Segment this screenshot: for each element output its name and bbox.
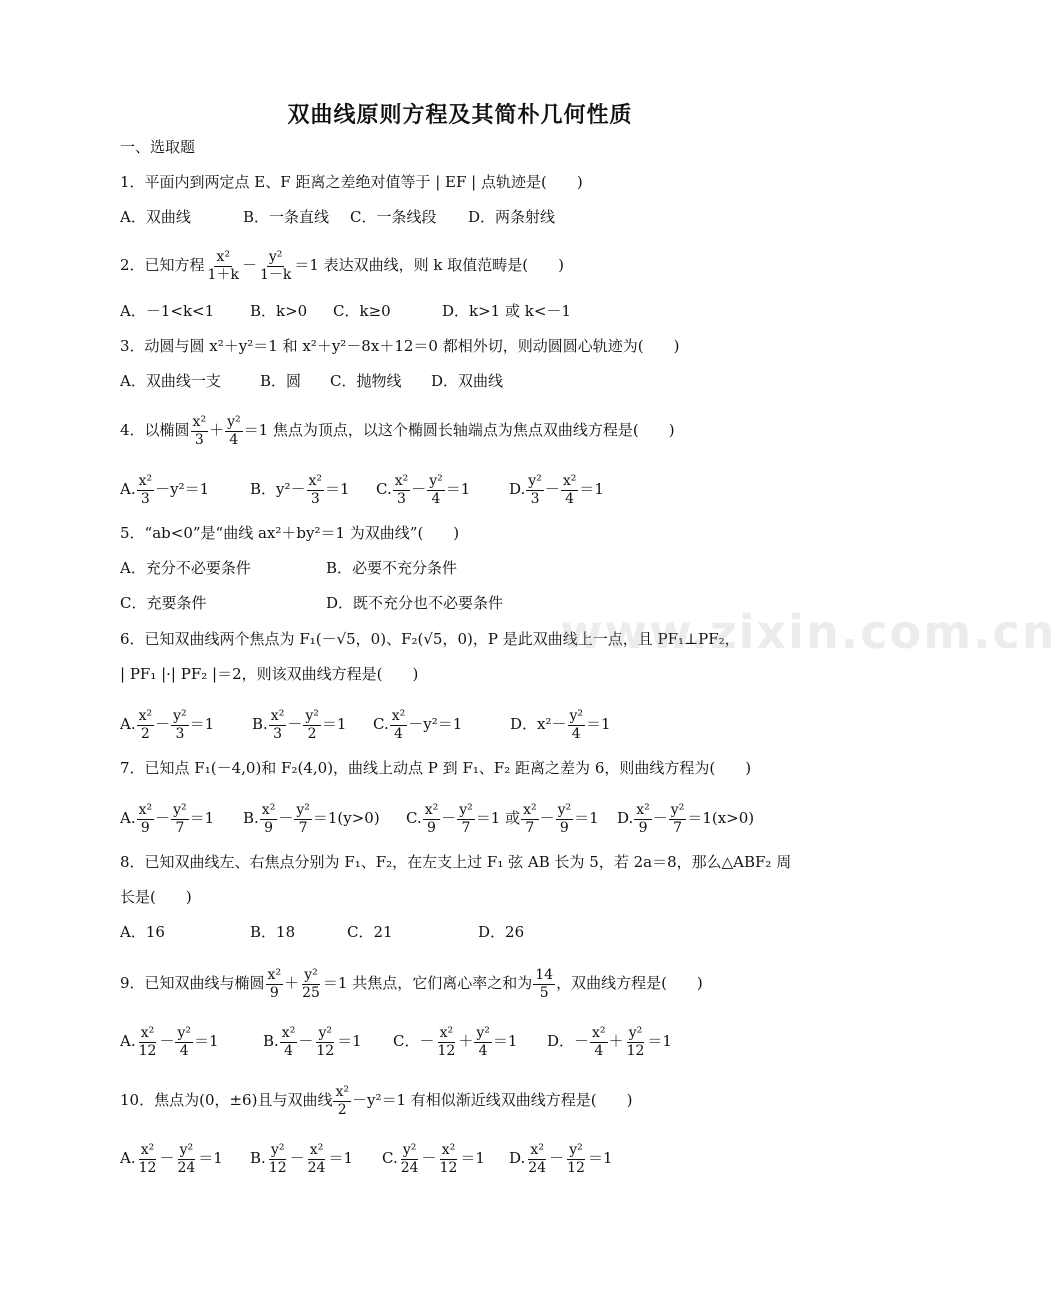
q9-f3-den: 5 <box>539 984 549 1001</box>
q5-option-b: B．必要不充分条件 <box>326 559 458 577</box>
q6-c-den: 4 <box>394 725 403 742</box>
q10-b-d2: 24 <box>307 1159 326 1176</box>
q7-c-n3: x² <box>523 802 537 818</box>
q6-c-label: C. <box>373 715 389 734</box>
q7-c-d2: 7 <box>461 819 471 836</box>
q7-c-mid3: － <box>539 809 555 828</box>
q7-b-fraction-2 <box>294 803 312 835</box>
q4-c-n2: y² <box>429 473 443 489</box>
q4-d-n2: x² <box>562 473 577 489</box>
q10-a-d1: 12 <box>138 1159 157 1176</box>
q10-b-fraction-2 <box>306 1143 328 1175</box>
q6-c-num: x² <box>391 708 406 724</box>
q6-d-rest: ＝1 <box>586 715 611 734</box>
q9-option-a <box>120 1026 219 1058</box>
q6-b-n1: x² <box>270 708 285 724</box>
q7-b-rest: ＝1(y>0) <box>312 809 380 828</box>
q5-option-a: A．充分不必要条件 <box>120 559 251 577</box>
q7-c-fraction-1 <box>423 803 441 835</box>
q7-d-n1: x² <box>636 802 650 818</box>
q7-c-d3: 7 <box>525 819 535 836</box>
q9-option-c <box>393 1026 517 1058</box>
q10-c-d2: 12 <box>439 1159 458 1176</box>
q6-b-rest: ＝1 <box>321 715 347 734</box>
question-7-stem: 7．已知点 F₁(－4,0)和 F₂(4,0)，曲线上动点 P 到 F₁、F₂ 距离之差为 6，则曲线方程为( ) <box>120 759 752 777</box>
q9-a-fraction-2 <box>175 1026 193 1058</box>
q6-a-d1: 2 <box>140 725 150 742</box>
q7-b-d2: 7 <box>298 819 308 836</box>
q7-c-mid: － <box>441 809 457 828</box>
q6-a-n1: x² <box>138 708 153 724</box>
q5-option-d: D．既不充分也不必要条件 <box>326 594 504 612</box>
q2-f1-num: x² <box>216 249 230 265</box>
q10-option-a <box>120 1143 223 1175</box>
q4-plus: ＋ <box>209 421 225 440</box>
q4-f1-den: 3 <box>194 431 204 448</box>
q6-a-d2: 3 <box>175 725 185 742</box>
q9-a-mid: － <box>159 1032 175 1051</box>
q3-option-d: D．双曲线 <box>431 372 504 390</box>
q9-fraction-3 <box>533 968 555 1000</box>
q10-a-fraction-1 <box>137 1143 159 1175</box>
q4-b-fraction <box>307 474 325 506</box>
q10-a-mid: － <box>159 1149 175 1168</box>
q7-a-fraction-2 <box>171 803 189 835</box>
q9-d-fraction-1 <box>590 1026 608 1058</box>
q4-c-rest: ＝1 <box>445 480 471 499</box>
q9-c-d2: 4 <box>478 1042 488 1059</box>
q6-option-d <box>510 709 611 741</box>
q7-a-mid: － <box>155 809 171 828</box>
q7-b-fraction-1 <box>260 803 278 835</box>
question-9-stem <box>120 968 703 1000</box>
q10-d-label: D. <box>509 1149 526 1168</box>
q10-c-label: C. <box>382 1149 398 1168</box>
q7-d-d2: 7 <box>673 819 683 836</box>
q7-a-d1: 9 <box>140 819 150 836</box>
q9-d-label: D．－ <box>547 1032 590 1051</box>
q10-a-d2: 24 <box>177 1159 196 1176</box>
q4-d-d1: 3 <box>530 490 540 507</box>
q7-d-fraction-1 <box>634 803 652 835</box>
q4-b-den: 3 <box>310 490 320 507</box>
q4-option-a <box>120 474 209 506</box>
q9-a-n2: y² <box>177 1025 191 1041</box>
q9-b-d2: 12 <box>316 1042 335 1059</box>
q4-fraction-2 <box>225 415 243 447</box>
q7-b-n2: y² <box>296 802 310 818</box>
q6-b-label: B. <box>252 715 268 734</box>
q1-option-c: C．一条线段 <box>350 208 437 226</box>
q6-b-fraction-1 <box>269 709 287 741</box>
q7-option-c <box>406 803 599 835</box>
q10-c-d1: 24 <box>400 1159 419 1176</box>
q4-option-c <box>376 474 470 506</box>
q10-fraction-1 <box>333 1085 351 1117</box>
q7-c-n4: y² <box>557 802 572 818</box>
q9-f1-num: x² <box>267 967 282 983</box>
q2-f1-den: 1＋k <box>207 266 239 283</box>
q7-d-mid: － <box>652 809 668 828</box>
q9-a-d2: 4 <box>179 1042 189 1059</box>
q2-option-d: D．k>1 或 k<－1 <box>442 302 571 320</box>
q6-c-fraction <box>390 709 408 741</box>
q10-f1-num: x² <box>335 1084 349 1100</box>
q9-b-mid: － <box>298 1032 314 1051</box>
q9-b-rest: ＝1 <box>337 1032 362 1051</box>
q4-d-d2: 4 <box>565 490 575 507</box>
q10-a-fraction-2 <box>175 1143 197 1175</box>
q8-option-c: C．21 <box>347 923 393 941</box>
q9-option-d <box>547 1026 672 1058</box>
q6-b-fraction-2 <box>303 709 321 741</box>
q9-stem-prefix: 9．已知双曲线与椭圆 <box>120 974 265 993</box>
q9-a-rest: ＝1 <box>193 1032 219 1051</box>
q4-c-label: C. <box>376 480 392 499</box>
q6-a-label: A. <box>120 715 136 734</box>
q10-c-n2: x² <box>441 1142 456 1158</box>
q7-c-fraction-4 <box>556 803 574 835</box>
section-heading: 一、选取题 <box>120 138 196 156</box>
q4-d-fraction-1 <box>526 474 544 506</box>
q9-c-fraction-2 <box>474 1026 492 1058</box>
q7-d-d1: 9 <box>638 819 648 836</box>
q6-a-fraction-2 <box>171 709 189 741</box>
q9-c-label: C．－ <box>393 1032 435 1051</box>
q9-d-mid: ＋ <box>608 1032 624 1051</box>
q4-a-fraction <box>137 474 155 506</box>
q10-c-fraction-1 <box>399 1143 421 1175</box>
q8-option-d: D．26 <box>478 923 525 941</box>
q7-b-label: B. <box>243 809 259 828</box>
q10-b-n1: y² <box>270 1142 285 1158</box>
q9-plus: ＋ <box>284 974 300 993</box>
q4-fraction-1 <box>191 415 209 447</box>
q10-a-n2: y² <box>179 1142 194 1158</box>
q7-d-fraction-2 <box>669 803 687 835</box>
q6-option-a <box>120 709 214 741</box>
q10-c-fraction-2 <box>438 1143 460 1175</box>
q6-c-rest: －y²＝1 <box>408 715 463 734</box>
q10-c-rest: ＝1 <box>460 1149 485 1168</box>
q7-a-n1: x² <box>138 802 153 818</box>
q9-stem-suffix: ，双曲线方程是( ) <box>556 974 703 993</box>
q9-a-fraction-1 <box>137 1026 159 1058</box>
q4-c-fraction-2 <box>427 474 445 506</box>
q3-option-c: C．抛物线 <box>330 372 402 390</box>
q6-d-label: D．x²－ <box>510 715 567 734</box>
q2-stem-prefix: 2．已知方程 <box>120 256 205 275</box>
q7-a-label: A. <box>120 809 136 828</box>
watermark: www.zixin.com.cn <box>560 605 1057 659</box>
q6-a-mid: － <box>155 715 171 734</box>
q9-c-n1: x² <box>439 1025 454 1041</box>
q6-b-d1: 3 <box>273 725 283 742</box>
q9-c-mid: ＋ <box>458 1032 474 1051</box>
q6-b-mid: － <box>287 715 303 734</box>
q2-fraction-2 <box>258 250 293 282</box>
q6-b-n2: y² <box>305 708 319 724</box>
q10-option-d <box>509 1143 612 1175</box>
q10-a-n1: x² <box>140 1142 155 1158</box>
q10-a-rest: ＝1 <box>198 1149 223 1168</box>
q6-d-fraction <box>568 709 586 741</box>
q9-f2-den: 25 <box>302 984 320 1001</box>
q7-c-rest: ＝1 <box>574 809 599 828</box>
q6-a-n2: y² <box>173 708 187 724</box>
q7-d-label: D. <box>617 809 634 828</box>
q9-d-fraction-2 <box>625 1026 647 1058</box>
q9-a-n1: x² <box>140 1025 155 1041</box>
q3-option-a: A．双曲线一支 <box>120 372 221 390</box>
q9-b-fraction-1 <box>280 1026 298 1058</box>
q9-f3-num: 14 <box>535 967 554 983</box>
q4-option-b <box>250 474 350 506</box>
q10-c-mid: － <box>421 1149 437 1168</box>
q8-option-b: B．18 <box>250 923 296 941</box>
q10-d-rest: ＝1 <box>587 1149 613 1168</box>
q9-b-d1: 4 <box>284 1042 294 1059</box>
q4-d-fraction-2 <box>561 474 579 506</box>
q7-b-mid: － <box>278 809 294 828</box>
q4-c-mid: － <box>411 480 427 499</box>
q4-a-den: 3 <box>140 490 150 507</box>
q7-c-mid2: ＝1 或 <box>475 809 521 828</box>
question-8-stem-line-1: 8．已知双曲线左、右焦点分别为 F₁、F₂，在左支上过 F₁ 弦 AB 长为 5，若 2a＝8，那么△ABF₂ 周 <box>120 853 792 871</box>
question-2-stem <box>120 250 564 282</box>
q7-a-fraction-1 <box>137 803 155 835</box>
q4-f2-den: 4 <box>229 431 239 448</box>
page-title: 双曲线原则方程及其简朴几何性质 <box>287 102 633 128</box>
q7-a-d2: 7 <box>175 819 185 836</box>
q7-c-d1: 9 <box>427 819 436 836</box>
q6-a-rest: ＝1 <box>189 715 215 734</box>
q7-a-n2: y² <box>173 802 187 818</box>
question-3-stem: 3．动圆与圆 x²＋y²＝1 和 x²＋y²－8x＋12＝0 都相外切，则动圆圆心轨迹为( ) <box>120 337 680 355</box>
q9-c-fraction-1 <box>435 1026 457 1058</box>
q4-a-rest: －y²＝1 <box>155 480 210 499</box>
q4-option-d <box>509 474 604 506</box>
q10-option-b <box>250 1143 353 1175</box>
q7-b-n1: x² <box>261 802 276 818</box>
q10-d-mid: － <box>549 1149 565 1168</box>
q7-c-fraction-3 <box>521 803 539 835</box>
q4-c-d1: 3 <box>397 490 406 507</box>
q7-d-n2: y² <box>670 802 685 818</box>
q2-stem-suffix: ＝1 表达双曲线，则 k 取值范畴是( ) <box>294 256 564 275</box>
q4-d-label: D. <box>509 480 526 499</box>
q9-c-rest: ＝1 <box>492 1032 518 1051</box>
q4-d-mid: － <box>544 480 560 499</box>
q9-f1-den: 9 <box>269 984 279 1001</box>
q2-option-a: A．－1<k<1 <box>120 302 215 320</box>
q10-b-d1: 12 <box>268 1159 287 1176</box>
q4-stem-suffix: ＝1 焦点为顶点，以这个椭圆长轴端点为焦点双曲线方程是( ) <box>243 421 675 440</box>
q9-d-n1: x² <box>592 1025 606 1041</box>
question-6-stem-line-1: 6．已知双曲线两个焦点为 F₁(－√5，0)、F₂(√5，0)，P 是此双曲线上一点，且 PF₁⊥PF₂， <box>120 630 740 648</box>
q10-c-n1: y² <box>402 1142 417 1158</box>
q3-option-b: B．圆 <box>260 372 302 390</box>
question-5-stem: 5．“ab<0”是“曲线 ax²＋by²＝1 为双曲线”( ) <box>120 524 460 542</box>
q10-b-fraction-1 <box>267 1143 289 1175</box>
q9-f2-num: y² <box>304 967 318 983</box>
q9-d-rest: ＝1 <box>647 1032 672 1051</box>
q9-b-n1: x² <box>281 1025 296 1041</box>
q9-fraction-1 <box>266 968 284 1000</box>
q10-f1-den: 2 <box>337 1101 347 1118</box>
q9-b-fraction-2 <box>314 1026 336 1058</box>
q8-option-a: A．16 <box>120 923 165 941</box>
question-4-stem <box>120 415 675 447</box>
q7-b-d1: 9 <box>264 819 274 836</box>
q9-stem-middle: ＝1 共焦点，它们离心率之和为 <box>322 974 533 993</box>
q10-stem-suffix: －y²＝1 有相似渐近线双曲线方程是( ) <box>351 1091 633 1110</box>
q4-c-fraction-1 <box>393 474 411 506</box>
q7-c-fraction-2 <box>457 803 475 835</box>
q7-option-a <box>120 803 214 835</box>
q10-a-label: A. <box>120 1149 136 1168</box>
q5-option-c: C．充要条件 <box>120 594 207 612</box>
q6-option-c <box>373 709 462 741</box>
q1-option-b: B．一条直线 <box>243 208 330 226</box>
q7-c-n1: x² <box>424 802 439 818</box>
q10-d-fraction-1 <box>526 1143 548 1175</box>
q9-d-n2: y² <box>628 1025 643 1041</box>
q10-b-rest: ＝1 <box>328 1149 354 1168</box>
q2-f2-num: y² <box>268 249 283 265</box>
q10-b-label: B. <box>250 1149 266 1168</box>
q4-f1-num: x² <box>192 414 207 430</box>
q4-stem-prefix: 4．以椭圆 <box>120 421 190 440</box>
q6-d-num: y² <box>569 708 584 724</box>
q2-option-b: B．k>0 <box>250 302 308 320</box>
q4-c-d2: 4 <box>431 490 441 507</box>
q10-stem-prefix: 10．焦点为(0，±6)且与双曲线 <box>120 1091 333 1110</box>
q7-a-rest: ＝1 <box>189 809 215 828</box>
q10-d-n1: x² <box>530 1142 544 1158</box>
q4-b-num: x² <box>308 473 323 489</box>
q10-d-d2: 12 <box>567 1159 585 1176</box>
q7-c-n2: y² <box>459 802 473 818</box>
q2-minus: － <box>241 256 257 275</box>
q4-d-n1: y² <box>528 473 542 489</box>
question-6-stem-line-2: | PF₁ |·| PF₂ |＝2，则该双曲线方程是( ) <box>120 665 419 683</box>
q10-d-n2: y² <box>569 1142 583 1158</box>
q4-d-rest: ＝1 <box>579 480 604 499</box>
q4-a-num: x² <box>138 473 153 489</box>
q4-f2-num: y² <box>227 414 241 430</box>
q1-option-d: D．两条射线 <box>468 208 556 226</box>
q9-d-d1: 4 <box>594 1042 604 1059</box>
q7-d-rest: ＝1(x>0) <box>687 809 755 828</box>
q4-b-rest: ＝1 <box>325 480 350 499</box>
q6-b-d2: 2 <box>307 725 317 742</box>
q2-f2-den: 1－k <box>259 266 292 283</box>
q6-a-fraction-1 <box>137 709 155 741</box>
q9-d-d2: 12 <box>626 1042 645 1059</box>
q9-option-b <box>263 1026 362 1058</box>
q10-option-c <box>382 1143 485 1175</box>
q10-b-mid: － <box>289 1149 305 1168</box>
q7-c-label: C. <box>406 809 422 828</box>
question-1-stem: 1．平面内到两定点 E、F 距离之差绝对值等于 | EF | 点轨迹是( ) <box>120 173 583 191</box>
q7-option-d <box>617 803 754 835</box>
q10-d-d1: 24 <box>528 1159 547 1176</box>
q9-c-n2: y² <box>476 1025 490 1041</box>
q7-c-d4: 9 <box>559 819 569 836</box>
q9-a-label: A. <box>120 1032 136 1051</box>
q6-option-b <box>252 709 346 741</box>
q9-a-d1: 12 <box>138 1042 157 1059</box>
q2-fraction-1 <box>206 250 241 282</box>
q4-c-n1: x² <box>394 473 409 489</box>
q9-b-label: B. <box>263 1032 279 1051</box>
q4-b-label: B．y²－ <box>250 480 306 499</box>
q7-option-b <box>243 803 380 835</box>
q2-option-c: C．k≥0 <box>333 302 391 320</box>
q10-b-n2: x² <box>309 1142 324 1158</box>
q9-b-n2: y² <box>318 1025 332 1041</box>
q6-d-den: 4 <box>571 725 581 742</box>
q1-option-a: A．双曲线 <box>120 208 191 226</box>
q9-c-d1: 12 <box>437 1042 456 1059</box>
question-10-stem <box>120 1085 632 1117</box>
q4-a-label: A. <box>120 480 136 499</box>
q10-d-fraction-2 <box>565 1143 587 1175</box>
question-8-stem-line-2: 长是( ) <box>120 888 192 906</box>
q9-fraction-2 <box>300 968 322 1000</box>
